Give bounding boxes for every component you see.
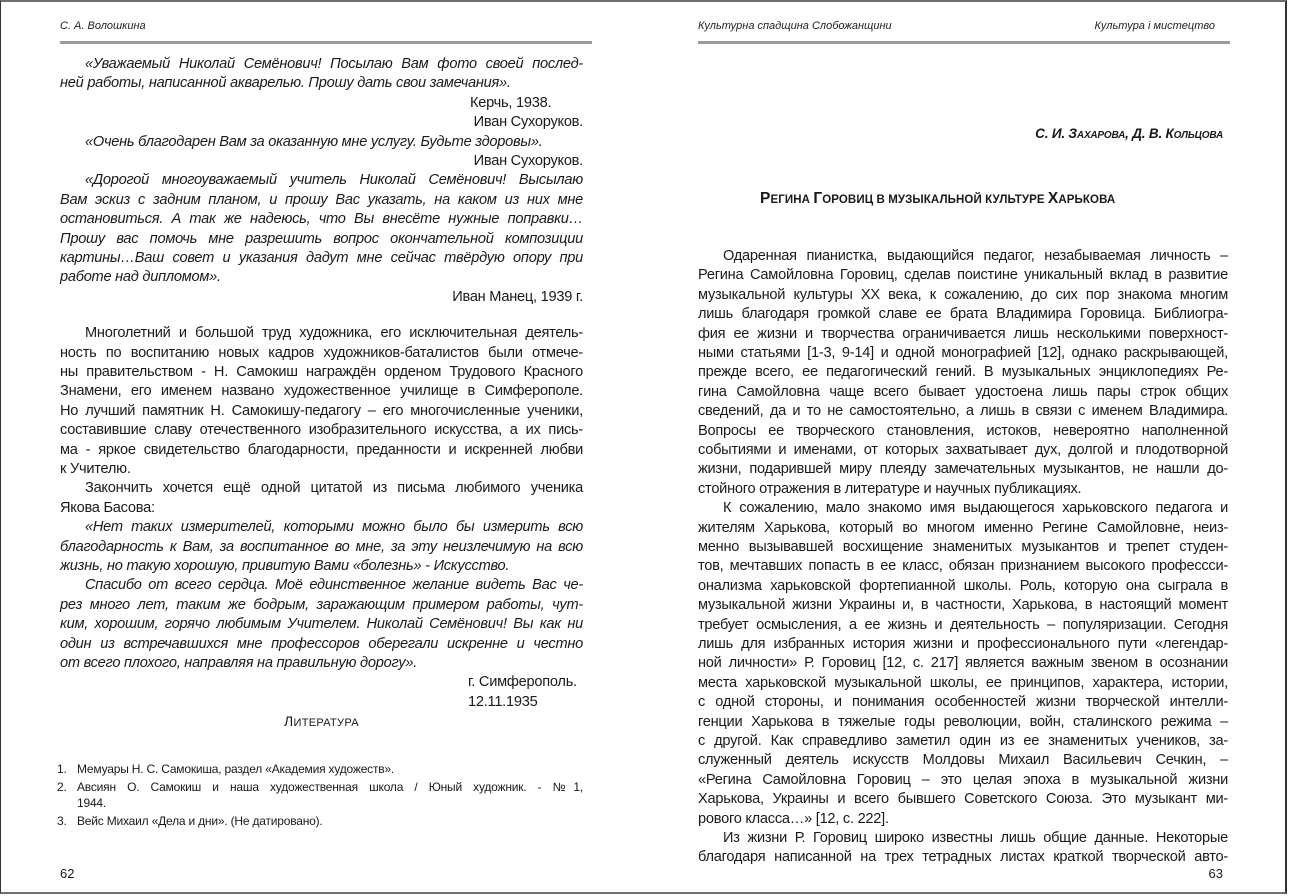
text-line: картины…Ваш совет и указания дадут мне сейчас твёрдую опору при (60, 250, 583, 266)
literature-heading (284, 713, 359, 729)
text-line: Иван Манец, 1939 г. (452, 288, 583, 305)
text-line: «Уважаемый Николай Семёнович! Посылаю Вам фото своей послед- (85, 56, 583, 72)
text-line: остановиться. А так же надеюсь, что Вы внесёте нужные поправки… (60, 211, 583, 228)
title-part: Г (813, 190, 823, 207)
reference-text: Вейс Михаил «Дела и дни». (Не датировано). (77, 814, 323, 828)
running-head-author: С. А. Волошкина (60, 20, 146, 32)
text-line: музыкальной жизни Украины и, в частности, Харькова, в настоящий момент (698, 597, 1228, 614)
text-line: лишь благодаря громкой славе ее брата Владимира Горовица. Библиогра- (698, 306, 1228, 323)
running-head-journal: Культурна спадщина Слобожанщини (698, 20, 892, 32)
text-line: жителям Харькова, который во многом именно Регине Самойловне, неиз- (698, 519, 1228, 536)
text-line: гина Самойловна чаще всего бывает удостоена лишь пары строк общих (698, 383, 1228, 400)
header-rule (698, 41, 1230, 44)
text-line: тов, мечтавших попасть в ее класс, обязан признанием высокого профессси- (698, 558, 1228, 575)
text-line: места харьковской музыкальной школы, ее принципов, характера, истории, (698, 674, 1228, 691)
text-line: ким, хорошим, горячо любимым Учителем. Николай Семёнович! Вы как ни (60, 616, 583, 633)
title-part: ОРОВИЦ В МУЗЫКАЛЬНОЙ КУЛЬТУРЕ (822, 194, 1048, 206)
author-1-surname: АХАРОВА (1076, 130, 1126, 141)
article-title (760, 190, 1115, 208)
text-line: Керчь, 1938. (470, 94, 552, 111)
text-line: «Регина Самойловна Горовиц – это целая эпоха в музыкальной жизни (698, 771, 1228, 788)
text-line: ной личности» Р. Горовиц [12, с. 217] является важным звеном в осознании (698, 655, 1228, 672)
text-line: жизни, подарившей миру плеяду замечательных музыкантов, не нашли до- (698, 461, 1228, 478)
article-authors (1035, 126, 1223, 141)
text-line: Харькова, Украины и всего бывшего Советского Союза. Это музыкант ми- (698, 791, 1228, 808)
text-line: стойного отражения в литературе и научных публикациях. (698, 480, 1082, 497)
header-rule (60, 41, 592, 44)
page-number: 63 (1208, 866, 1223, 881)
text-line: Иван Сухоруков. (473, 114, 583, 131)
author-2-initials: , Д. В. К (1125, 126, 1174, 141)
text-line: Спасибо от всего сердца. Моё единственное желание видеть Вас че- (85, 577, 583, 594)
reference-item (57, 779, 583, 795)
right-page (645, 0, 1289, 896)
title-part: Х (1047, 190, 1059, 207)
text-line: музыкальной культуры XX века, к сожалению, до сих пор знакома многим (698, 286, 1228, 303)
text-line: «Нет таких измерителей, которыми можно было бы измерить всю (85, 519, 583, 536)
text-line: прежде всего, ее педагогический гений. В музыкальных энциклопедиях Ре- (698, 364, 1228, 381)
text-line: Одаренная пианистка, выдающийся педагог, незабываемая личность – (723, 248, 1228, 264)
text-line: лишь для избранных история жизни и профессионального пути «легендар- (698, 636, 1228, 652)
text-line: Иван Сухоруков. (473, 153, 583, 169)
title-part: Р (760, 190, 771, 207)
text-line: с другой. Как справедливо заметил один из ее знаменитых учеников, за- (698, 733, 1228, 749)
text-line: рового класса…» [12, с. 222]. (698, 810, 889, 827)
text-line: Регина Самойловна Горовиц, сделав поистине уникальный вклад в развитие (698, 267, 1228, 284)
text-line: Но лучший памятник Н. Самокишу-педагогу – его многочисленные ученики, (60, 402, 583, 419)
text-line: от всего плохого, направляя на правильную дорогу». (60, 655, 418, 671)
author-1-initials: С. И. З (1035, 126, 1077, 141)
text-line: к Учителю. (60, 461, 131, 477)
text-line: благодарность к Вам, за воспитанное во мне, за эту неизлечимую на всю (60, 538, 583, 555)
text-line: Вам эскиз с задним планом, и прошу Вас указать, на каком из них мне (60, 191, 583, 208)
text-line: «Очень благодарен Вам за оказанную мне услугу. Будьте здоровы». (85, 133, 543, 150)
text-line: Закончить хочется ещё одной цитатой из письма любимого ученика (85, 480, 583, 497)
page-number: 62 (60, 866, 75, 881)
text-line: благодаря написанной на трех тетрадных листах краткой творческой авто- (698, 849, 1228, 866)
text-line: Из жизни Р. Горовиц широко известны лишь общие данные. Некоторые (723, 830, 1228, 846)
reference-item (57, 795, 583, 811)
text-line: ность по воспитанию новых кадров художников-баталистов были отмече- (60, 344, 583, 361)
text-line: Многолетний и большой труд художника, его исключительная деятель- (85, 325, 583, 342)
text-line: г. Симферополь. (468, 674, 577, 691)
text-line: ней работы, написанной акварелью. Прошу дать свои замечания». (60, 75, 511, 92)
text-line: Знамени, его именем названо художественное училище в Симферополе. (60, 383, 583, 400)
literature-heading-rest: ИТЕРАТУРА (293, 717, 359, 729)
text-line: Вопросы ее творческого становления, истоков, невероятно наполненной (698, 422, 1228, 439)
text-line: К сожалению, мало знакомо имя выдающегося харьковского педагога и (723, 500, 1228, 517)
text-line: ма - яркое свидетельство благодарности, преданности и искренней любви (60, 441, 583, 458)
reference-number: 2. (57, 780, 67, 794)
text-line: жизнь, но такую хорошую, привитую Вами «болезнь» - Искусство. (60, 558, 510, 574)
text-line: один из встречавшихся мне профессоров оберегали искренне и честно (60, 635, 583, 652)
text-line: событиями и именами, от которых захватывает дух, долгой и плодотворной (698, 442, 1228, 458)
reference-text: Авсиян О. Самокиш и наша художественная школа / Юный художник. - №1, (77, 780, 583, 794)
author-2-surname: ОЛЬЦОВА (1173, 130, 1223, 141)
text-line: генции Харькова в тяжелые годы революции, войн, сталинского режима – (698, 713, 1228, 730)
title-part: ЕГИНА (770, 194, 814, 206)
title-part: АРЬКОВА (1058, 194, 1116, 206)
text-line: онализма харьковской фортепианной школы. Роль, которую она сыграла в (698, 577, 1228, 594)
text-line: фия ее жизни и творчества ограничивается лишь несколькими поверхност- (698, 325, 1228, 342)
reference-text: 1944. (77, 796, 107, 810)
reference-number: 1. (57, 762, 67, 776)
text-line: 12.11.1935 (468, 693, 538, 710)
text-line: Прошу вас помочь мне разрешить вопрос окончательной композиции (60, 230, 583, 247)
text-line: менно вызывавшей восхищение знаменитых музыкантов и трепет студен- (698, 539, 1228, 555)
text-line: ны правительством - Н. Самокиш награждён орденом Трудового Красного (60, 364, 583, 380)
text-line: «Дорогой многоуважаемый учитель Николай Семёнович! Высылаю (85, 172, 583, 189)
text-line: работе над дипломом». (60, 269, 221, 286)
reference-number: 3. (57, 814, 67, 828)
literature-heading-cap: Л (284, 713, 294, 729)
text-line: Якова Басова: (60, 499, 155, 516)
running-head-section: Культура і мистецтво (1094, 20, 1215, 32)
text-line: с одной стороны, и понимания особенностей жизни творческой интелли- (698, 694, 1228, 711)
reference-item (57, 761, 583, 777)
text-line: ными статьями [1-3, 9-14] и одной монографией [12], однако раскрывающей, (698, 345, 1228, 361)
text-line: сведений, да и то не самостоятельно, а лишь в связи с именем Владимира. (698, 403, 1228, 420)
reference-item (57, 813, 583, 829)
text-line: составившие славу отечественного изобразительного искусства, а их пись- (60, 422, 583, 439)
reference-text: Мемуары Н. С. Самокиша, раздел «Академия художеств». (77, 762, 395, 776)
text-line: рез много лет, таким же бодрым, заражающим примером работы, чут- (60, 596, 583, 613)
text-line: требует осмысления, а ее жизнь и деятельность – популяризации. Сегодня (698, 616, 1228, 633)
text-line: служенный деятель искусств Молдовы Михаил Васильевич Сечкин, – (698, 752, 1228, 769)
